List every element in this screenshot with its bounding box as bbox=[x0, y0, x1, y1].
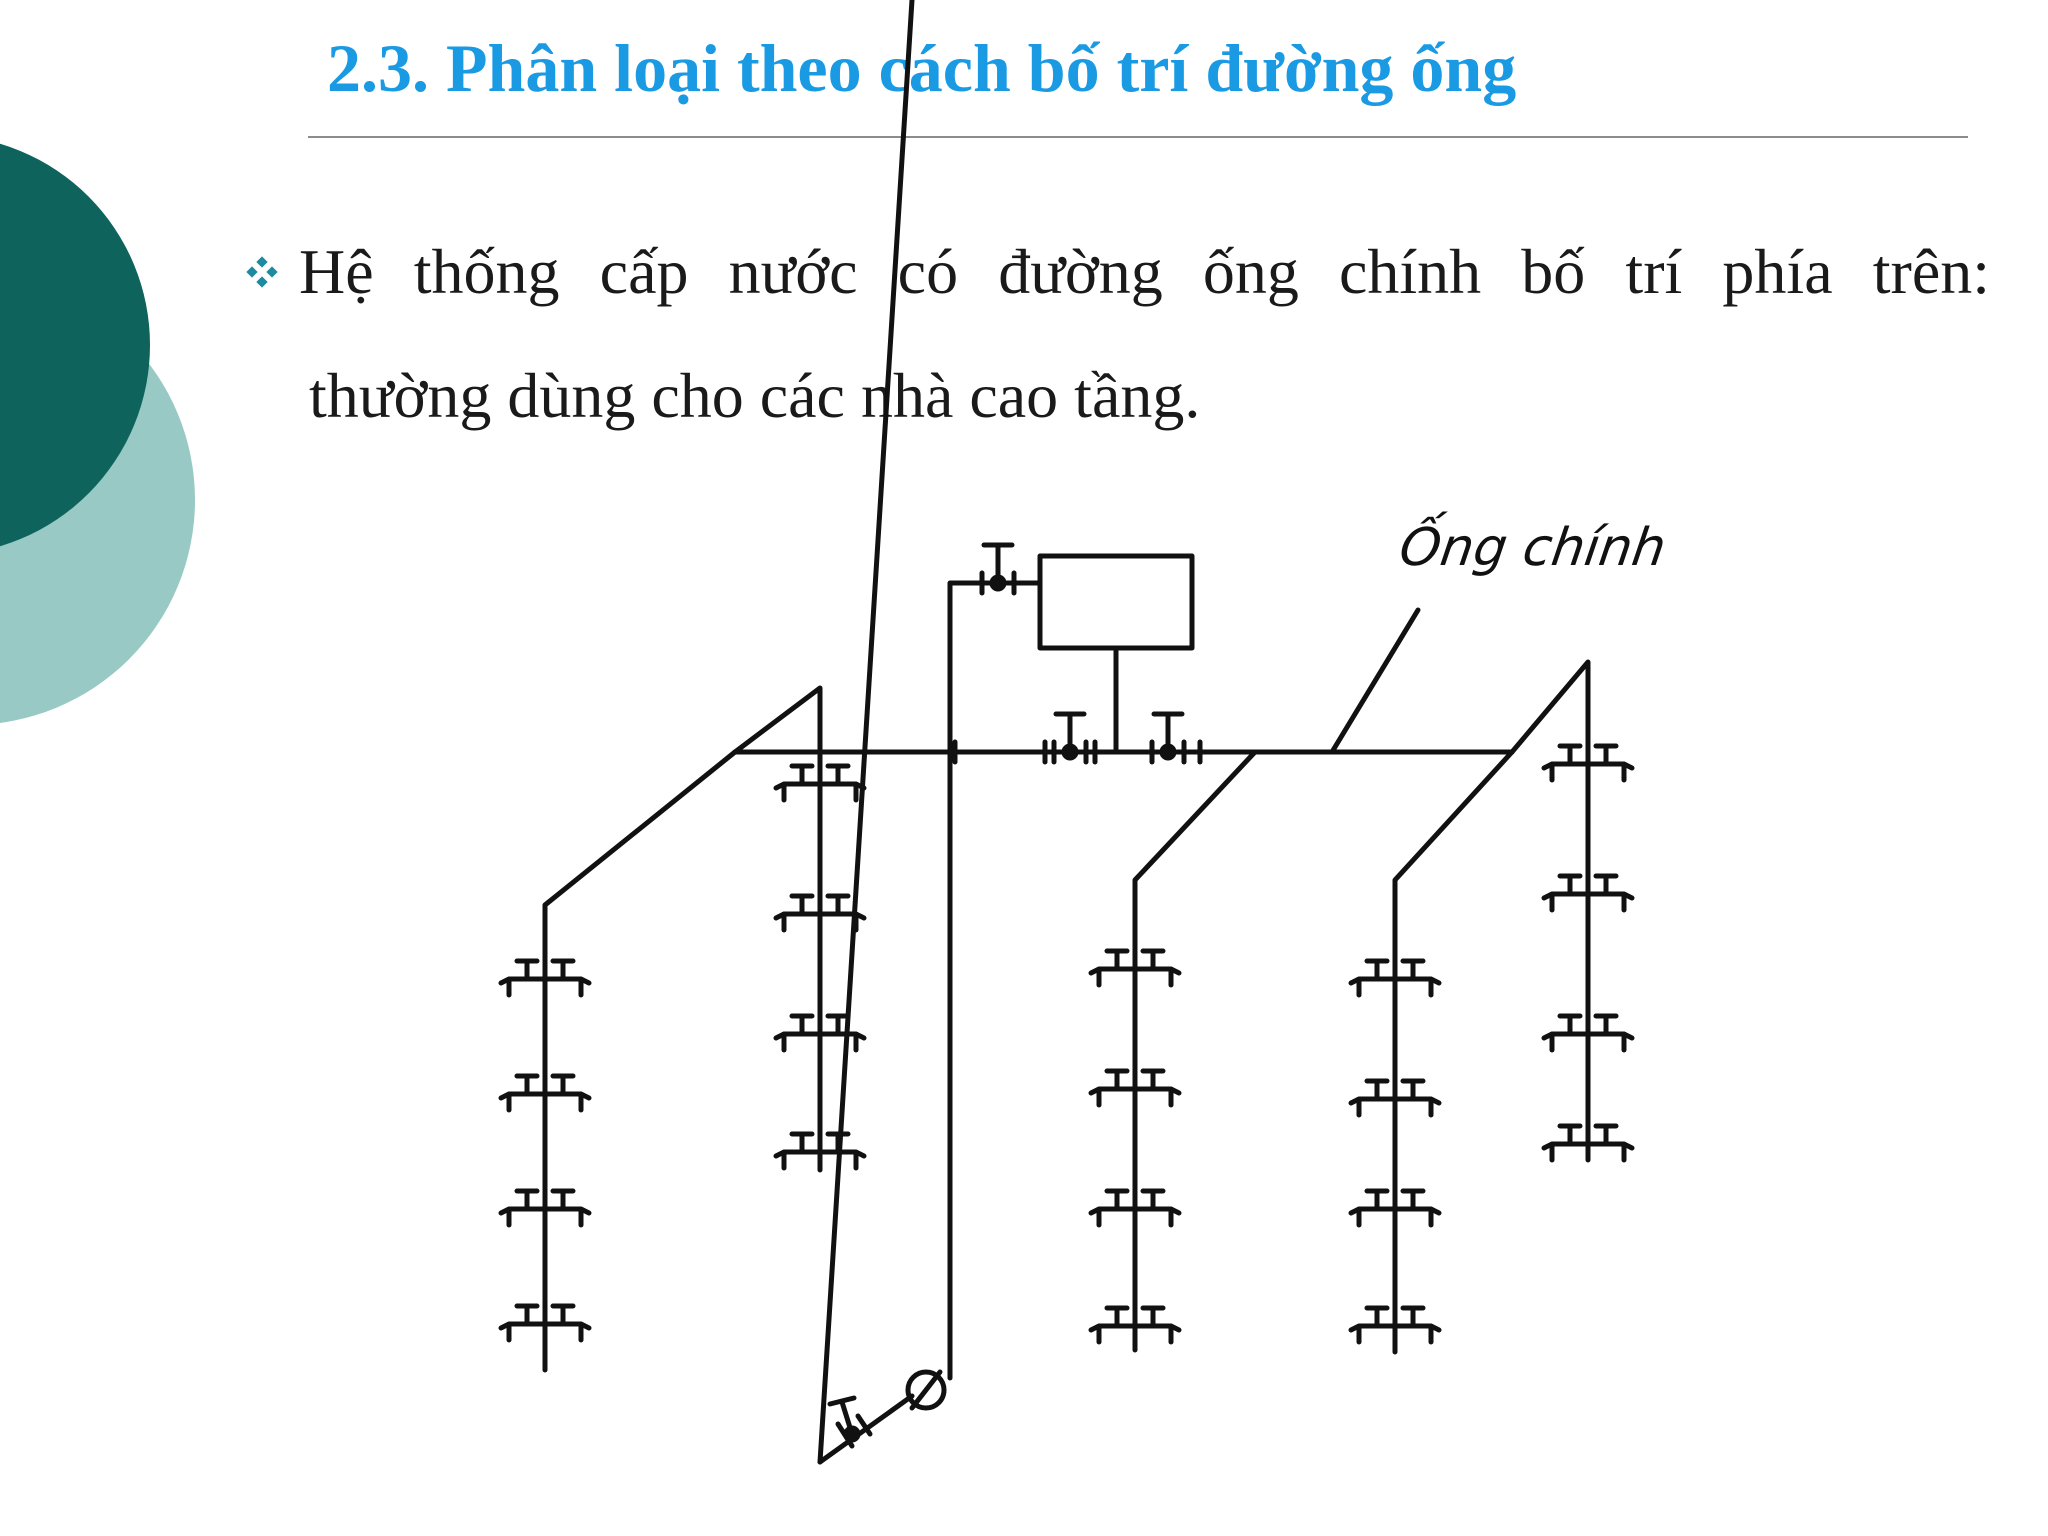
branch-pipe-1 bbox=[735, 688, 820, 1170]
slide-title: 2.3. Phân loại theo cách bố trí đường ống bbox=[327, 30, 1517, 106]
bullet-text-line-1: Hệ thống cấp nước có đường ống chính bố trí phía trên: bbox=[299, 236, 1990, 307]
branch-pipe-4 bbox=[1395, 752, 1512, 1352]
gate-valve-inlet bbox=[830, 1398, 870, 1446]
tap-group bbox=[501, 746, 1632, 1342]
branch-pipe-3 bbox=[1135, 752, 1255, 1350]
water-meter-group bbox=[908, 1372, 944, 1408]
gate-valve-main-1 bbox=[1054, 714, 1086, 762]
label-leader-line bbox=[1332, 610, 1418, 752]
inlet-pipe bbox=[820, 0, 912, 1462]
gate-valve-main-2 bbox=[1152, 714, 1184, 762]
valve-group bbox=[830, 545, 1200, 1446]
gate-valve-riser-top bbox=[982, 545, 1014, 593]
water-tank bbox=[1040, 556, 1192, 648]
pipe-lines bbox=[545, 0, 1588, 1462]
supply-riser bbox=[950, 583, 1040, 1378]
main-pipe-label: Ống chính bbox=[1395, 518, 1670, 578]
branch-pipe-2 bbox=[545, 752, 735, 1370]
bullet-text-line-2: thường dùng cho các nhà cao tầng. bbox=[309, 360, 1201, 431]
